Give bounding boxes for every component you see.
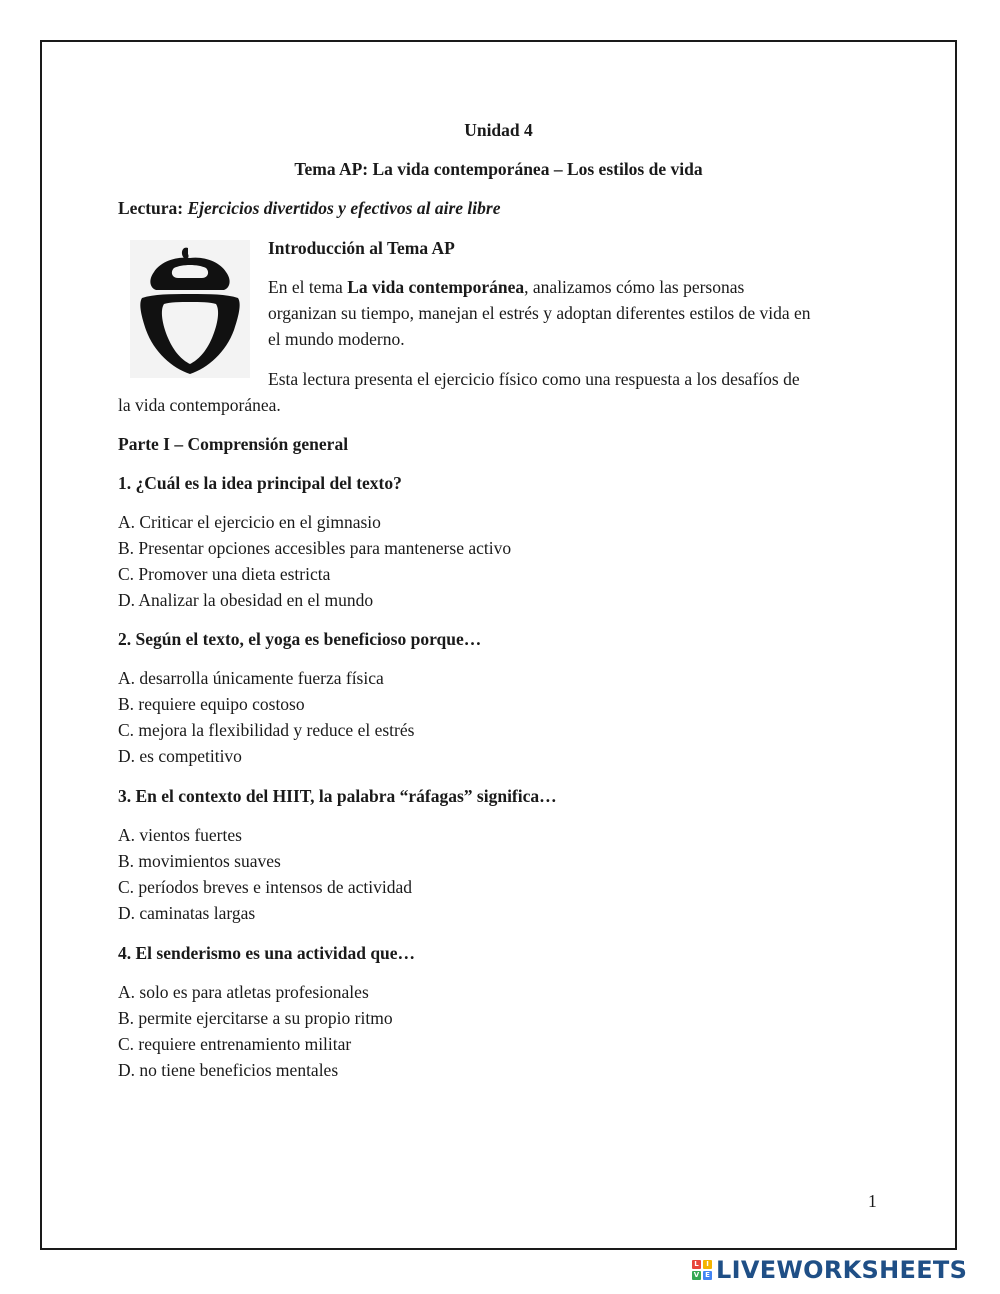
q2-option-a[interactable]: A. desarrolla únicamente fuerza física <box>118 668 384 688</box>
logo-block: V <box>693 1271 700 1279</box>
q3-option-c[interactable]: C. períodos breves e intensos de actividad <box>118 877 413 897</box>
q2-option-b[interactable]: B. requiere equipo costoso <box>118 694 305 714</box>
theme-title: Tema AP: La vida contemporánea – Los estilos de vida <box>294 159 703 179</box>
intro-p1-line2: organizan su tiempo, manejan el estrés y adoptan diferentes estilos de vida en <box>268 303 811 323</box>
intro-p2-line1: Esta lectura presenta el ejercicio físico como una respuesta a los desafíos de <box>268 369 800 389</box>
intro-p1-line3: el mundo moderno. <box>268 329 405 349</box>
intro-heading: Introducción al Tema AP <box>268 238 455 258</box>
reading-title: Ejercicios divertidos y efectivos al aire libre <box>187 198 501 218</box>
question-4: 4. El senderismo es una actividad que… <box>118 943 416 963</box>
intro-bold-theme: La vida contemporánea <box>347 277 525 297</box>
acorn-logo-icon <box>130 240 250 378</box>
q4-option-c[interactable]: C. requiere entrenamiento militar <box>118 1034 352 1054</box>
reading-label: Lectura: <box>118 198 184 218</box>
question-3: 3. En el contexto del HIIT, la palabra “ráfagas” significa… <box>118 786 557 806</box>
intro-text: En el tema <box>268 277 348 297</box>
liveworksheets-logo[interactable] <box>692 1254 992 1286</box>
page-number: 1 <box>868 1191 877 1211</box>
logo-block: L <box>692 1260 701 1269</box>
q1-option-d[interactable]: D. Analizar la obesidad en el mundo <box>118 590 374 610</box>
q1-option-a[interactable]: A. Criticar el ejercicio en el gimnasio <box>118 512 381 532</box>
q4-option-d[interactable]: D. no tiene beneficios mentales <box>118 1060 339 1080</box>
q3-option-b[interactable]: B. movimientos suaves <box>118 851 281 871</box>
q2-option-c[interactable]: C. mejora la flexibilidad y reduce el estrés <box>118 720 415 740</box>
question-2: 2. Según el texto, el yoga es beneficioso porque… <box>118 629 482 649</box>
unit-title: Unidad 4 <box>464 120 533 140</box>
q3-option-a[interactable]: A. vientos fuertes <box>118 825 242 845</box>
q4-option-a[interactable]: A. solo es para atletas profesionales <box>118 982 369 1002</box>
part1-title: Parte I – Comprensión general <box>118 434 349 454</box>
intro-text: , analizamos cómo las personas <box>524 277 745 297</box>
q3-option-d[interactable]: D. caminatas largas <box>118 903 256 923</box>
q4-option-b[interactable]: B. permite ejercitarse a su propio ritmo <box>118 1008 393 1028</box>
logo-blocks-icon <box>692 1260 712 1280</box>
reading-line <box>118 195 500 221</box>
logo-block: E <box>703 1271 712 1280</box>
liveworksheets-brand: LIVEWORKSHEETS <box>716 1256 968 1284</box>
intro-p2-line2: la vida contemporánea. <box>118 395 281 415</box>
question-1: 1. ¿Cuál es la idea principal del texto? <box>118 473 402 493</box>
q1-option-b[interactable]: B. Presentar opciones accesibles para mantenerse activo <box>118 538 512 558</box>
q2-option-d[interactable]: D. es competitivo <box>118 746 242 766</box>
logo-block: I <box>703 1260 712 1269</box>
q1-option-c[interactable]: C. Promover una dieta estricta <box>118 564 331 584</box>
intro-p1-line1 <box>268 274 744 300</box>
